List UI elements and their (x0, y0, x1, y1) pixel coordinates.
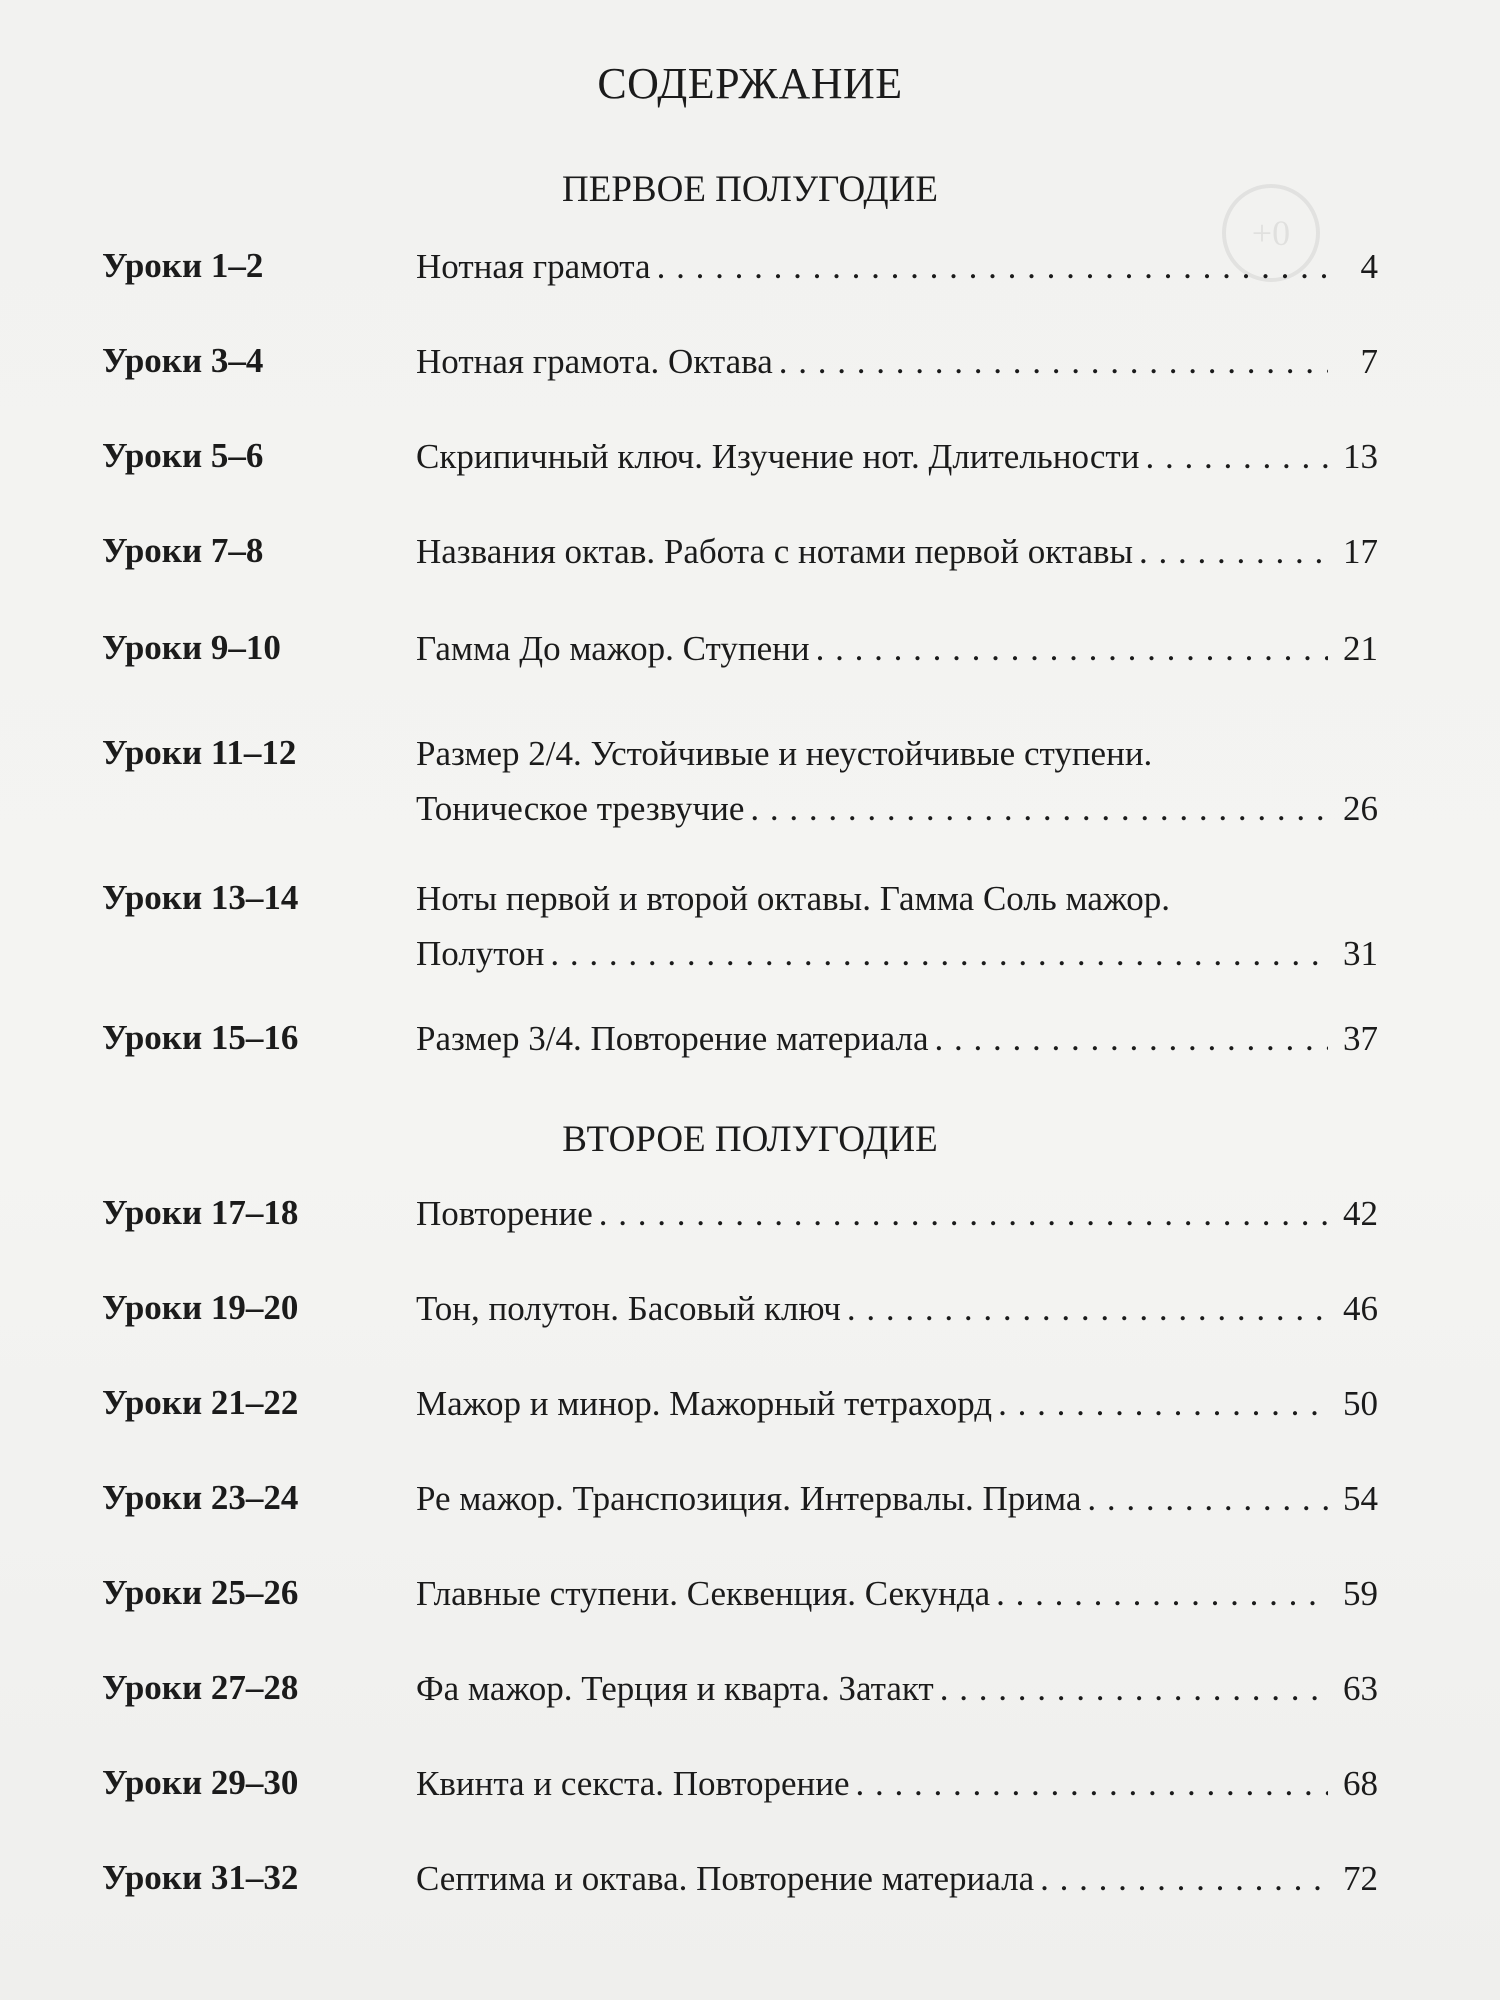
dot-leader (934, 1014, 1328, 1064)
lesson-number: Уроки 31–32 (102, 1858, 299, 1897)
page-number: 63 (1343, 1669, 1378, 1708)
topic-title (416, 1474, 1378, 1524)
topic-line-with-leader (416, 1014, 1378, 1064)
lesson-number: Уроки 25–26 (102, 1573, 299, 1612)
topic-line: Скрипичный ключ. Изучение нот. Длительности (416, 437, 1140, 476)
topic-title (416, 1664, 1378, 1714)
dot-leader (1145, 432, 1328, 482)
dot-leader (1040, 1854, 1328, 1904)
topic-title (416, 1854, 1378, 1904)
page-number: 31 (1343, 934, 1378, 973)
dot-leader (550, 929, 1328, 979)
dot-leader (599, 1189, 1328, 1239)
lesson-number: Уроки 1–2 (102, 246, 264, 285)
lesson-number: Уроки 29–30 (102, 1763, 299, 1802)
topic-line-with-leader (416, 432, 1378, 482)
lesson-number: Уроки 23–24 (102, 1478, 299, 1517)
topic-line: Мажор и минор. Мажорный тетрахорд (416, 1384, 993, 1423)
topic-line: Повторение (416, 1194, 593, 1233)
topic-line-with-leader (416, 1379, 1378, 1429)
topic-line: Септима и октава. Повторение материала (416, 1859, 1035, 1898)
topic-line: Фа мажор. Терция и кварта. Затакт (416, 1669, 934, 1708)
topic-title (416, 337, 1378, 387)
topic-title (416, 729, 1378, 834)
topic-line-with-leader (416, 242, 1378, 292)
topic-title (416, 1189, 1378, 1239)
age-rating-show-through-icon: 0+ (1222, 184, 1320, 282)
topic-title (416, 1759, 1378, 1809)
topic-line-with-leader (416, 929, 1378, 979)
lesson-number: Уроки 9–10 (102, 628, 281, 667)
topic-line-with-leader (416, 1474, 1378, 1524)
dot-leader (657, 242, 1328, 292)
topic-line-with-leader (416, 337, 1378, 387)
page-number: 26 (1343, 789, 1378, 828)
dot-leader (856, 1759, 1328, 1809)
lesson-number: Уроки 19–20 (102, 1288, 299, 1327)
topic-line-with-leader (416, 527, 1378, 577)
page-number: 72 (1343, 1859, 1378, 1898)
page-number: 42 (1343, 1194, 1378, 1233)
topic-line-with-leader (416, 784, 1378, 834)
topic-line: Квинта и секста. Повторение (416, 1764, 850, 1803)
section-heading: ПЕРВОЕ ПОЛУГОДИЕ (562, 169, 938, 210)
page-number: 50 (1343, 1384, 1378, 1423)
topic-line: Названия октав. Работа с нотами первой октавы (416, 532, 1134, 571)
page-number: 7 (1360, 342, 1378, 381)
dot-leader (1139, 527, 1328, 577)
topic-line-with-leader (416, 1284, 1378, 1334)
page-number: 59 (1343, 1574, 1378, 1613)
lesson-number: Уроки 13–14 (102, 878, 299, 917)
topic-title (416, 874, 1378, 979)
topic-line: Ре мажор. Транспозиция. Интервалы. Прима (416, 1479, 1082, 1518)
topic-line-with-leader (416, 1189, 1378, 1239)
topic-line-with-leader (416, 1759, 1378, 1809)
topic-title (416, 1284, 1378, 1334)
lesson-number: Уроки 3–4 (102, 341, 264, 380)
topic-line: Нотная грамота (416, 247, 651, 286)
page-number: 37 (1343, 1019, 1378, 1058)
page-number: 4 (1360, 247, 1378, 286)
page-number: 46 (1343, 1289, 1378, 1328)
topic-line-with-leader (416, 624, 1378, 674)
topic-title (416, 1379, 1378, 1429)
topic-line: Главные ступени. Секвенция. Секунда (416, 1574, 991, 1613)
topic-line: Тон, полутон. Басовый ключ (416, 1289, 841, 1328)
lesson-number: Уроки 7–8 (102, 531, 264, 570)
dot-leader (996, 1569, 1328, 1619)
dot-leader (750, 784, 1328, 834)
topic-title (416, 1014, 1378, 1064)
topic-title (416, 432, 1378, 482)
topic-line: Нотная грамота. Октава (416, 342, 773, 381)
dot-leader (816, 624, 1328, 674)
topic-line: Размер 2/4. Устойчивые и неустойчивые ступени. (416, 734, 1153, 773)
page-number: 17 (1343, 532, 1378, 571)
dot-leader (1087, 1474, 1328, 1524)
topic-line: Тоническое трезвучие (416, 789, 745, 828)
topic-title (416, 1569, 1378, 1619)
lesson-number: Уроки 11–12 (102, 733, 297, 772)
lesson-number: Уроки 17–18 (102, 1193, 299, 1232)
dot-leader (998, 1379, 1328, 1429)
topic-line: Гамма До мажор. Ступени (416, 629, 810, 668)
topic-line-with-leader (416, 1664, 1378, 1714)
page-number: 13 (1343, 437, 1378, 476)
dot-leader (779, 337, 1328, 387)
lesson-number: Уроки 21–22 (102, 1383, 299, 1422)
topic-line: Ноты первой и второй октавы. Гамма Соль мажор. (416, 879, 1171, 918)
dot-leader (940, 1664, 1328, 1714)
page-number: 21 (1343, 629, 1378, 668)
topic-line-with-leader (416, 1854, 1378, 1904)
topic-line: Полутон (416, 934, 545, 973)
topic-title (416, 624, 1378, 674)
page-number: 54 (1343, 1479, 1378, 1518)
topic-title (416, 242, 1378, 292)
topic-title (416, 527, 1378, 577)
lesson-number: Уроки 15–16 (102, 1018, 299, 1057)
topic-line-with-leader (416, 1569, 1378, 1619)
dot-leader (847, 1284, 1328, 1334)
lesson-number: Уроки 5–6 (102, 436, 264, 475)
topic-line: Размер 3/4. Повторение материала (416, 1019, 929, 1058)
page-title: СОДЕРЖАНИЕ (597, 59, 903, 108)
page-number: 68 (1343, 1764, 1378, 1803)
lesson-number: Уроки 27–28 (102, 1668, 299, 1707)
section-heading: ВТОРОЕ ПОЛУГОДИЕ (562, 1119, 938, 1160)
